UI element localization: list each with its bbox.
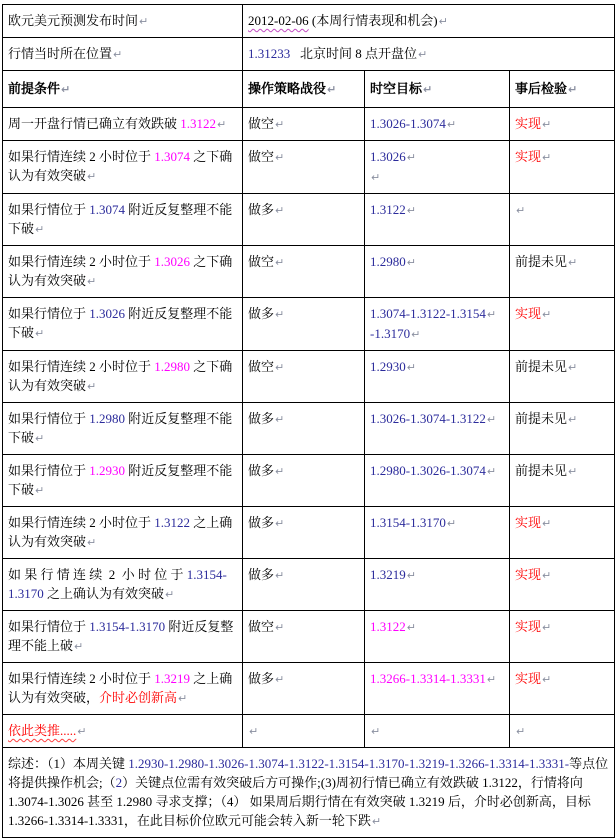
paragraph-mark-icon: ↵: [35, 432, 45, 445]
paragraph-mark-icon: ↵: [327, 83, 337, 96]
paragraph: [515, 409, 610, 429]
summary-cell: [3, 748, 615, 838]
text-segment: 做多: [248, 202, 275, 217]
paragraph-mark-icon: ↵: [568, 413, 578, 426]
paragraph-mark-icon: ↵: [35, 223, 45, 236]
text-segment: 1.2980: [154, 359, 191, 374]
paragraph: [248, 11, 610, 31]
paragraph: [8, 252, 238, 291]
paragraph-mark-icon: ↵: [486, 413, 497, 426]
condition-cell: [3, 141, 243, 194]
condition-cell: [3, 507, 243, 559]
strategy-cell: [243, 298, 365, 351]
text-segment: 实现: [515, 306, 542, 321]
paragraph-mark-icon: ↵: [542, 517, 552, 530]
result-cell: [510, 194, 615, 246]
text-segment: 做空: [248, 254, 275, 269]
table-row: [3, 663, 615, 715]
text-segment: (本周行情表现和机会): [308, 13, 438, 28]
text-segment: 做空: [248, 116, 275, 131]
table-row: [3, 194, 615, 246]
header-row: [3, 71, 615, 108]
paragraph-mark-icon: ↵: [275, 256, 285, 269]
result-cell: [510, 455, 615, 507]
paragraph: [8, 565, 238, 604]
paragraph: [8, 669, 238, 708]
paragraph: [515, 200, 610, 220]
target-cell: [365, 194, 510, 246]
condition-cell: [3, 455, 243, 507]
text-segment: 前提未见: [515, 254, 568, 269]
text-segment: 如果行情连续 2 小时位于: [8, 149, 155, 164]
text-segment: 1.3026: [89, 306, 126, 321]
text-segment: 实现: [515, 116, 542, 131]
paragraph-mark-icon: ↵: [406, 621, 416, 634]
result-cell: [510, 559, 615, 611]
text-segment: 1.3154-1.3170: [89, 619, 166, 634]
text-segment: 1.3026: [154, 254, 191, 269]
text-segment: 2012-02-06: [248, 13, 309, 28]
strategy-cell: [243, 141, 365, 194]
text-segment: 如果行情连续 2 小时位于: [8, 254, 155, 269]
paragraph-mark-icon: ↵: [423, 83, 433, 96]
text-segment: 等点位将提供操作机会;（: [8, 756, 609, 790]
table-row: [3, 403, 615, 455]
paragraph-mark-icon: ↵: [217, 118, 227, 131]
paragraph: [515, 304, 610, 324]
text-segment: 1.2930: [89, 463, 126, 478]
paragraph: [370, 79, 505, 99]
paragraph: [8, 721, 238, 741]
text-segment: 做多: [248, 567, 275, 582]
paragraph-mark-icon: ↵: [542, 569, 552, 582]
text-segment: 如果行情连续 2 小时位于: [8, 359, 155, 374]
strategy-cell: [243, 663, 365, 715]
text-segment: 1.3122: [154, 515, 191, 530]
text-segment: 1.3219: [154, 671, 191, 686]
paragraph-mark-icon: ↵: [77, 725, 87, 738]
forecast-table: [2, 4, 615, 838]
table-row: [3, 141, 615, 194]
paragraph-mark-icon: ↵: [411, 328, 421, 341]
text-segment: 1.3074-1.3122-1.3154: [370, 306, 486, 321]
text-segment: 实现: [515, 149, 542, 164]
paragraph: [248, 147, 360, 167]
paragraph: [8, 513, 238, 552]
text-segment: 做多: [248, 306, 275, 321]
target-cell: [365, 351, 510, 403]
paragraph-mark-icon: ↵: [275, 673, 285, 686]
table-row: [3, 455, 615, 507]
paragraph-mark-icon: ↵: [275, 621, 285, 634]
condition-cell: [3, 559, 243, 611]
paragraph: [8, 617, 238, 656]
paragraph: [248, 357, 360, 377]
paragraph: [515, 147, 610, 167]
paragraph: [248, 617, 360, 637]
condition-cell: [3, 663, 243, 715]
text-segment: 1.2980-1.3026-1.3074: [370, 463, 486, 478]
paragraph: [370, 200, 505, 220]
paragraph-mark-icon: ↵: [35, 327, 45, 340]
text-segment: 附近反复整理不能下破: [8, 411, 233, 445]
paragraph: [370, 147, 505, 167]
text-segment: 之下确认为有效突破: [8, 149, 233, 183]
strategy-cell: [243, 351, 365, 403]
text-segment: 周一开盘行情已确立有效跌破: [8, 116, 181, 131]
target-cell: [365, 108, 510, 141]
table-row: [3, 559, 615, 611]
text-segment: 1.3026-1.3074-1.3122: [370, 411, 486, 426]
paragraph: [8, 11, 238, 31]
paragraph-mark-icon: ↵: [87, 170, 97, 183]
text-segment: 欧元美元预测发布时间: [8, 13, 139, 28]
header-cell: [3, 71, 243, 108]
target-cell: [365, 559, 510, 611]
meta-row: [3, 5, 615, 38]
text-segment: 附近反复整理不能下破: [8, 463, 233, 497]
paragraph-mark-icon: ↵: [275, 204, 285, 217]
target-cell: [365, 715, 510, 748]
strategy-cell: [243, 611, 365, 663]
target-cell: [365, 141, 510, 194]
table-row: [3, 108, 615, 141]
paragraph-mark-icon: ↵: [542, 308, 552, 321]
meta-label-cell: [3, 5, 243, 38]
paragraph-mark-icon: ↵: [542, 118, 552, 131]
table-row: [3, 351, 615, 403]
strategy-cell: [243, 507, 365, 559]
result-cell: [510, 715, 615, 748]
paragraph-mark-icon: ↵: [178, 692, 188, 705]
result-cell: [510, 507, 615, 559]
paragraph-mark-icon: ↵: [406, 361, 416, 374]
paragraph: [370, 357, 505, 377]
strategy-cell: [243, 715, 365, 748]
paragraph: [248, 304, 360, 324]
text-segment: 操作策略战役: [248, 81, 327, 96]
paragraph: [8, 754, 610, 831]
paragraph: [248, 513, 360, 533]
paragraph: [515, 114, 610, 134]
text-segment: 做空: [248, 149, 275, 164]
paragraph-mark-icon: ↵: [275, 413, 285, 426]
text-segment: 综述：（1）本周关键: [8, 756, 129, 771]
paragraph: [515, 565, 610, 585]
paragraph: [515, 252, 610, 272]
paragraph-mark-icon: ↵: [446, 517, 457, 530]
paragraph: [8, 357, 238, 396]
text-segment: 之下确认为有效突破: [8, 254, 233, 288]
paragraph-mark-icon: ↵: [568, 256, 578, 269]
result-cell: [510, 108, 615, 141]
paragraph-mark-icon: ↵: [275, 151, 285, 164]
target-cell: [365, 455, 510, 507]
text-segment: ）关键点位需有效突破后方可操作;(3)周初行情已确立有效跌破 1.3122，行情将向 1.3074-1.3026 甚至 1.2980 寻求支撑；（4） 如果周后期行情在有效突破 1.3219 后，介时必创新高，目标 1.3266-1.3314-1.3331，在此目标价位欧元可能会转入新一轮下跌: [8, 775, 595, 828]
paragraph: [248, 114, 360, 134]
meta-label-cell: [3, 38, 243, 71]
paragraph-mark-icon: ↵: [165, 588, 175, 601]
paragraph-mark-icon: ↵: [275, 308, 285, 321]
condition-cell: [3, 108, 243, 141]
text-segment: 1.3266-1.3314-1.3331: [370, 671, 486, 686]
paragraph: [515, 721, 610, 741]
paragraph-mark-icon: ↵: [275, 361, 285, 374]
paragraph-mark-icon: ↵: [418, 48, 428, 61]
text-segment: 依此类推.....: [8, 723, 77, 738]
text-segment: 1.31233: [248, 46, 291, 61]
target-cell: [365, 663, 510, 715]
forecast-table-body: [3, 5, 615, 838]
paragraph-mark-icon: ↵: [371, 725, 381, 738]
paragraph: [370, 114, 505, 134]
paragraph: [8, 304, 238, 343]
paragraph: [248, 721, 360, 741]
paragraph-mark-icon: ↵: [486, 673, 497, 686]
text-segment: 1.3219: [370, 567, 406, 582]
text-segment: 2: [115, 775, 123, 790]
text-segment: 如 果 行 情 连 续 2 小 时 位 于: [8, 567, 187, 582]
table-row: [3, 611, 615, 663]
paragraph: [370, 513, 505, 533]
paragraph-mark-icon: ↵: [446, 118, 457, 131]
text-segment: 之下确认为有效突破: [8, 359, 233, 393]
paragraph: [8, 79, 238, 99]
text-segment: 前提条件: [8, 81, 61, 96]
text-segment: 1.3026-1.3074: [370, 116, 446, 131]
text-segment: 1.3122: [370, 202, 406, 217]
condition-cell: [3, 194, 243, 246]
target-cell: [365, 246, 510, 298]
paragraph: [370, 324, 505, 344]
summary-row: [3, 748, 615, 838]
condition-cell: [3, 715, 243, 748]
paragraph: [248, 79, 360, 99]
table-row: [3, 715, 615, 748]
result-cell: [510, 141, 615, 194]
text-segment: 1.3026: [370, 149, 406, 164]
meta-value-cell: [243, 38, 615, 71]
text-segment: 前提未见: [515, 411, 568, 426]
paragraph: [248, 200, 360, 220]
text-segment: 实现: [515, 619, 542, 634]
condition-cell: [3, 611, 243, 663]
paragraph: [248, 461, 360, 481]
text-segment: 1.3154-1.3170: [8, 567, 227, 601]
condition-cell: [3, 403, 243, 455]
result-cell: [510, 351, 615, 403]
meta-row: [3, 38, 615, 71]
meta-value-cell: [243, 5, 615, 38]
strategy-cell: [243, 455, 365, 507]
text-segment: 前提未见: [515, 463, 568, 478]
paragraph: [248, 409, 360, 429]
text-segment: 如果行情位于: [8, 463, 90, 478]
paragraph: [248, 565, 360, 585]
paragraph: [8, 44, 238, 64]
paragraph-mark-icon: ↵: [275, 569, 285, 582]
paragraph: [248, 44, 610, 64]
condition-cell: [3, 298, 243, 351]
paragraph: [515, 79, 610, 99]
text-segment: 实现: [515, 567, 542, 582]
paragraph-mark-icon: ↵: [568, 361, 578, 374]
text-segment: 做多: [248, 411, 275, 426]
paragraph-mark-icon: ↵: [275, 517, 285, 530]
text-segment: 事后检验: [515, 81, 568, 96]
strategy-cell: [243, 194, 365, 246]
text-segment: 1.3122: [180, 116, 217, 131]
text-segment: 之上确认为有效突破，: [8, 671, 233, 705]
paragraph-mark-icon: ↵: [486, 308, 497, 321]
result-cell: [510, 663, 615, 715]
paragraph-mark-icon: ↵: [249, 725, 259, 738]
table-row: [3, 246, 615, 298]
paragraph: [515, 669, 610, 689]
result-cell: [510, 403, 615, 455]
text-segment: 如果行情位于: [8, 202, 90, 217]
paragraph-mark-icon: ↵: [406, 151, 416, 164]
paragraph-mark-icon: ↵: [74, 640, 84, 653]
strategy-cell: [243, 403, 365, 455]
table-row: [3, 507, 615, 559]
text-segment: 1.2980: [370, 254, 406, 269]
text-segment: 做空: [248, 619, 275, 634]
paragraph-mark-icon: ↵: [516, 725, 526, 738]
text-segment: 1.2930-1.2980-1.3026-1.3074-1.3122-1.3154-1.3170-1.3219-1.3266-1.3314-1.3331-: [128, 756, 570, 771]
paragraph-mark-icon: ↵: [371, 171, 381, 184]
text-segment: 1.3074: [89, 202, 126, 217]
paragraph: [370, 252, 505, 272]
paragraph-mark-icon: ↵: [406, 256, 416, 269]
paragraph: [515, 357, 610, 377]
paragraph-mark-icon: ↵: [35, 484, 45, 497]
paragraph: [8, 200, 238, 239]
text-segment: 之上确认为有效突破: [43, 586, 165, 601]
text-segment: 1.3154-1.3170: [370, 515, 446, 530]
target-cell: [365, 507, 510, 559]
paragraph: [8, 147, 238, 186]
text-segment: 北京时间 8 点开盘位: [290, 46, 418, 61]
text-segment: 1.2980: [89, 411, 126, 426]
header-cell: [510, 71, 615, 108]
text-segment: 做多: [248, 671, 275, 686]
paragraph: [8, 409, 238, 448]
text-segment: 附近反复整理不能下破: [8, 306, 233, 340]
paragraph: [370, 565, 505, 585]
paragraph-mark-icon: ↵: [275, 465, 285, 478]
paragraph: [8, 461, 238, 500]
text-segment: 实现: [515, 671, 542, 686]
paragraph: [370, 304, 505, 324]
text-segment: 如果行情位于: [8, 306, 90, 321]
paragraph-mark-icon: ↵: [113, 48, 123, 61]
header-cell: [365, 71, 510, 108]
target-cell: [365, 611, 510, 663]
paragraph-mark-icon: ↵: [486, 465, 497, 478]
result-cell: [510, 298, 615, 351]
paragraph-mark-icon: ↵: [371, 815, 382, 828]
paragraph-mark-icon: ↵: [516, 204, 526, 217]
text-segment: 1.3074: [154, 149, 191, 164]
paragraph: [515, 617, 610, 637]
text-segment: 实现: [515, 515, 542, 530]
paragraph: [248, 669, 360, 689]
paragraph-mark-icon: ↵: [406, 204, 416, 217]
paragraph-mark-icon: ↵: [61, 83, 71, 96]
paragraph: [370, 721, 505, 741]
paragraph-mark-icon: ↵: [406, 569, 416, 582]
strategy-cell: [243, 108, 365, 141]
strategy-cell: [243, 559, 365, 611]
target-cell: [365, 298, 510, 351]
table-row: [3, 298, 615, 351]
paragraph: [370, 167, 505, 187]
text-segment: 如果行情连续 2 小时位于: [8, 515, 155, 530]
paragraph: [248, 252, 360, 272]
paragraph-mark-icon: ↵: [139, 15, 149, 28]
paragraph-mark-icon: ↵: [438, 15, 448, 28]
paragraph: [515, 461, 610, 481]
result-cell: [510, 611, 615, 663]
paragraph-mark-icon: ↵: [568, 465, 578, 478]
text-segment: 前提未见: [515, 359, 568, 374]
text-segment: 做多: [248, 463, 275, 478]
paragraph: [370, 409, 505, 429]
paragraph-mark-icon: ↵: [542, 621, 552, 634]
header-cell: [243, 71, 365, 108]
document-page: [2, 4, 614, 838]
text-segment: 介时必创新高: [99, 690, 178, 705]
paragraph: [8, 114, 238, 134]
text-segment: 1.2930: [370, 359, 406, 374]
text-segment: 如果行情位于: [8, 411, 90, 426]
condition-cell: [3, 351, 243, 403]
strategy-cell: [243, 246, 365, 298]
paragraph-mark-icon: ↵: [87, 536, 97, 549]
text-segment: 如果行情连续 2 小时位于: [8, 671, 155, 686]
text-segment: 时空目标: [370, 81, 423, 96]
paragraph: [515, 513, 610, 533]
paragraph-mark-icon: ↵: [87, 380, 97, 393]
text-segment: 如果行情位于: [8, 619, 90, 634]
result-cell: [510, 246, 615, 298]
target-cell: [365, 403, 510, 455]
text-segment: 行情当时所在位置: [8, 46, 113, 61]
text-segment: 1.3122: [370, 619, 406, 634]
paragraph-mark-icon: ↵: [568, 83, 578, 96]
text-segment: 附近反复整理不能上破: [8, 619, 234, 653]
text-segment: 做空: [248, 359, 275, 374]
paragraph: [370, 617, 505, 637]
paragraph: [370, 461, 505, 481]
paragraph-mark-icon: ↵: [542, 673, 552, 686]
paragraph-mark-icon: ↵: [542, 151, 552, 164]
paragraph-mark-icon: ↵: [275, 118, 285, 131]
paragraph: [370, 669, 505, 689]
text-segment: -1.3170: [370, 326, 411, 341]
text-segment: 做多: [248, 515, 275, 530]
text-segment: 之上确认为有效突破: [8, 515, 233, 549]
condition-cell: [3, 246, 243, 298]
text-segment: 附近反复整理不能下破: [8, 202, 233, 236]
paragraph-mark-icon: ↵: [87, 275, 97, 288]
